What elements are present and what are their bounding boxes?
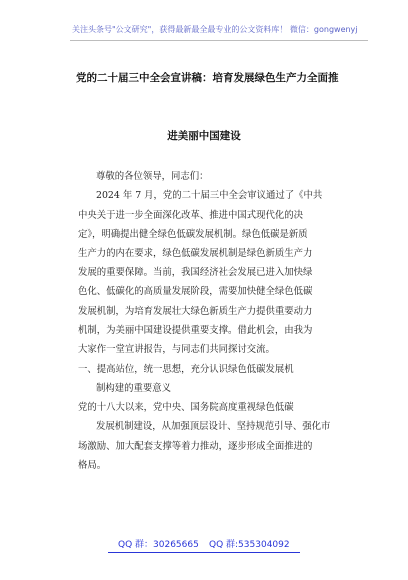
header-divider (70, 40, 368, 41)
paragraph-line: 生产力的内在要求，绿色低碳发展机制是绿色新质生产力 (78, 248, 313, 259)
document-title-line-1: 党的二十届三中全会宣讲稿：培育发展绿色生产力全面推 (76, 72, 339, 84)
paragraph-line: 发展的重要保障。当前，我国经济社会发展已进入加快绿 (78, 267, 313, 278)
paragraph-line: 格局。 (78, 460, 107, 471)
paragraph-line: 2024 年 7 月，党的二十届三中全会审议通过了《中共 (96, 190, 323, 201)
section-heading-line: 制构建的重要意义 (96, 383, 172, 394)
paragraph-line: 发展机制建设，从加强顶层设计、坚持规范引导、强化市 (96, 421, 331, 432)
header-note: 关注头条号"公文研究"，获得最新最全最专业的公文资料库！ 微信：gongwenyj (72, 25, 358, 34)
footer-qq-group-2: QQ 群:535304092 (209, 540, 290, 550)
paragraph-line: 发展机制，为培育发展壮大绿色新质生产力提供重要动力 (78, 306, 313, 317)
paragraph-line: 定》，明确提出健全绿色低碳发展机制。绿色低碳是新质 (78, 229, 308, 240)
paragraph-line: 场激励、加大配套支撑等着力推动，逐步形成全面推进的 (78, 441, 313, 452)
paragraph-line: 机制，为美丽中国建设提供重要支撑。借此机会，由我为 (78, 325, 313, 336)
document-title-line-2: 进美丽中国建设 (167, 130, 241, 142)
paragraph-line: 大家作一堂宣讲报告，与同志们共同探讨交流。 (78, 344, 275, 355)
paragraph-line: 中央关于进一步全面深化改革、推进中国式现代化的决 (78, 210, 304, 221)
paragraph-line: 一、提高站位，统一思想，充分认识绿色低碳发展机 (78, 364, 294, 375)
footer-underline (108, 552, 300, 553)
section-heading-line: 党的十八大以来，党中央、国务院高度重视绿色低碳 (78, 402, 294, 413)
paragraph-line: 色化、低碳化的高质量发展阶段，需要加快健全绿色低碳 (78, 286, 313, 297)
salutation: 尊敬的各位领导，同志们： (96, 171, 209, 182)
footer-qq-group-1: QQ 群：30265665 (118, 540, 199, 550)
